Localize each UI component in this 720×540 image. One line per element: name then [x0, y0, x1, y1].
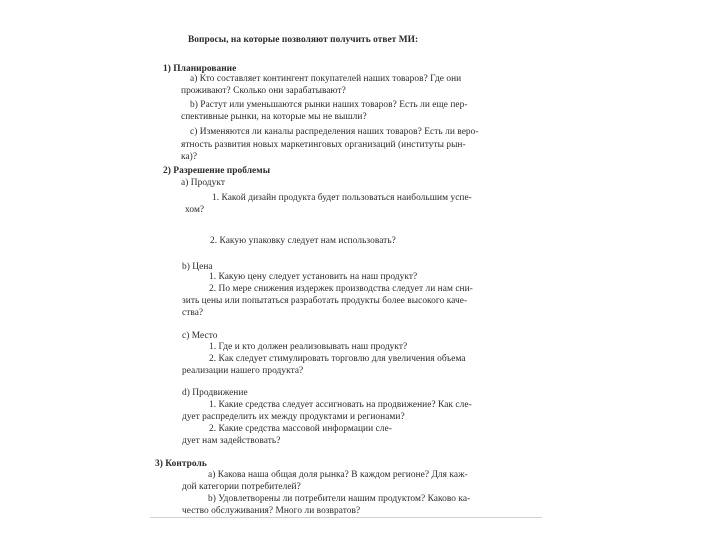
place-label: с) Место: [182, 331, 218, 341]
promotion-label: d) Продвижение: [182, 388, 248, 398]
price-line: 1. Какую цену следует установить на наш продукт?: [209, 272, 418, 282]
planning-line: c) Изменяются ли каналы распределения наших товаров? Есть ли веро-: [190, 127, 479, 137]
planning-line: проживают? Сколько они зарабатывают?: [181, 86, 346, 96]
price-line: 2. По мере снижения издержек производства следует ли нам сни-: [209, 284, 473, 294]
price-line: ства?: [182, 308, 204, 318]
planning-line: ка)?: [181, 152, 198, 162]
place-line: реализации нашего продукта?: [182, 366, 304, 376]
price-label: b) Цена: [182, 262, 213, 272]
planning-line: b) Растут или уменьшаются рынки наших товаров? Есть ли еще пер-: [190, 100, 468, 110]
promotion-line: 1. Какие средства следует ассигновать на продвижение? Как сле-: [209, 400, 472, 410]
promotion-line: дует нам задействовать?: [182, 436, 281, 446]
product-line: хом?: [185, 205, 205, 215]
price-line: зить цены или попытаться разработать продукты более высокого каче-: [182, 296, 468, 306]
place-line: 1. Где и кто должен реализовывать наш продукт?: [209, 342, 408, 352]
control-line: чество обслуживания? Много ли возвратов?: [182, 506, 361, 516]
promotion-line: дует распределить их между продуктами и регионами?: [182, 412, 405, 422]
section-problem-heading: 2) Разрешение проблемы: [163, 166, 271, 176]
planning-line: a) Кто составляет контингент покупателей наших товаров? Где они: [190, 74, 462, 84]
section-control-heading: 3) Контроль: [155, 459, 207, 469]
product-label: а) Продукт: [181, 178, 225, 188]
section-planning-heading: 1) Планирование: [163, 64, 237, 74]
place-line: 2. Как следует стимулировать торговлю для увеличения объема: [209, 354, 466, 364]
control-line: b) Удовлетворены ли потребители нашим продуктом? Каково ка-: [208, 494, 471, 504]
control-line: a) Какова наша общая доля рынка? В каждом регионе? Для каж-: [208, 470, 468, 480]
promotion-line: 2. Какие средства массовой информации сле-: [209, 424, 392, 434]
document-title: Вопросы, на которые позволяют получить ответ МИ:: [188, 35, 419, 45]
planning-line: спективные рынки, на которые мы не вышли?: [181, 112, 367, 122]
product-line: 1. Какой дизайн продукта будет пользоваться наибольшим успе-: [212, 193, 472, 203]
product-line: 2. Какую упаковку следует нам использовать?: [210, 236, 396, 246]
control-line: дой категории потребителей?: [182, 482, 301, 492]
page-bottom-divider: [150, 517, 542, 518]
planning-line: ятность развития новых маркетинговых организаций (институты рын-: [181, 140, 466, 150]
